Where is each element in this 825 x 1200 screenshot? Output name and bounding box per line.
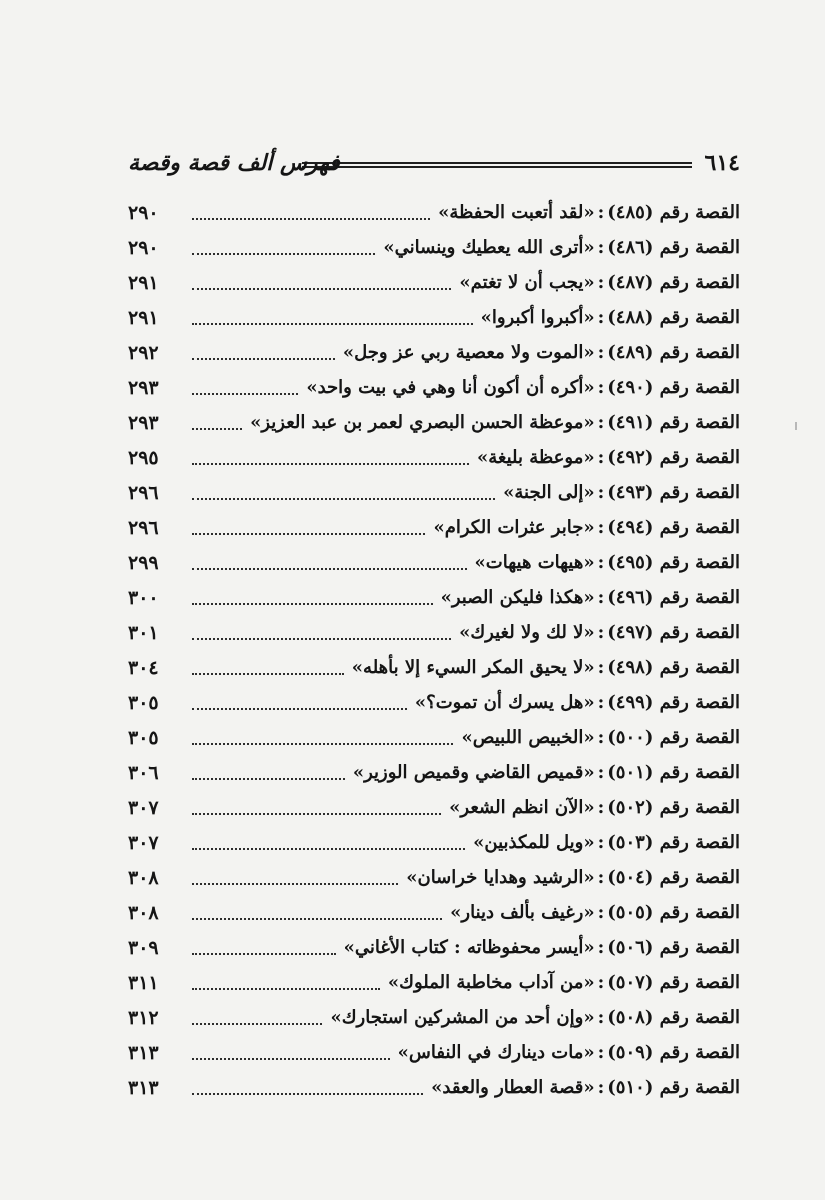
story-number: القصة رقم (٤٩٥) (607, 551, 740, 573)
toc-entry (128, 755, 740, 790)
toc-entry (128, 825, 740, 860)
toc-entry (128, 1070, 740, 1105)
story-number: القصة رقم (٥٠٧) (607, 971, 740, 993)
toc-entry (128, 790, 740, 825)
dot-leader (192, 218, 430, 220)
dot-leader (192, 883, 398, 885)
separator: : (597, 446, 605, 468)
story-title: «الخبيص اللبيص» (461, 726, 595, 748)
page-reference: ٢٩٥ (128, 446, 159, 469)
story-title: «هكذا فليكن الصبر» (440, 586, 595, 608)
story-number: القصة رقم (٤٩٨) (607, 656, 740, 678)
scan-mark (795, 422, 797, 430)
page-reference: ٣٠٨ (128, 901, 159, 924)
toc-entry (128, 615, 740, 650)
toc-entry (128, 860, 740, 895)
dot-leader (192, 428, 242, 430)
story-title: «أيسر محفوظاته : كتاب الأغاني» (343, 936, 595, 958)
story-title: «هل يسرك أن تموت؟» (414, 691, 595, 713)
separator: : (597, 726, 605, 748)
dot-leader (192, 918, 442, 920)
story-number: القصة رقم (٥٠٢) (607, 796, 740, 818)
dot-leader (192, 1023, 322, 1025)
story-title: «مات دينارك في النفاس» (397, 1041, 595, 1063)
story-number: القصة رقم (٤٨٩) (607, 341, 740, 363)
toc-entry (128, 405, 740, 440)
story-title: «وإن أحد من المشركين استجارك» (330, 1006, 595, 1028)
story-number: القصة رقم (٥٠٤) (607, 866, 740, 888)
story-number: القصة رقم (٥٠٥) (607, 901, 740, 923)
separator: : (597, 831, 605, 853)
story-number: القصة رقم (٤٨٨) (607, 306, 740, 328)
separator: : (597, 971, 605, 993)
toc-entry (128, 300, 740, 335)
toc-entry (128, 965, 740, 1000)
dot-leader (192, 988, 380, 990)
page-reference: ٣٠٧ (128, 831, 159, 854)
story-title: «ويل للمكذبين» (473, 831, 595, 853)
dot-leader (192, 778, 345, 780)
page-reference: ٢٩١ (128, 306, 159, 329)
page-reference: ٢٩٢ (128, 341, 159, 364)
separator: : (597, 236, 605, 258)
page-reference: ٣٠٥ (128, 691, 159, 714)
toc-entry (128, 230, 740, 265)
story-number: القصة رقم (٤٩٣) (607, 481, 740, 503)
separator: : (597, 306, 605, 328)
dot-leader (192, 498, 495, 500)
page-reference: ٣٠٤ (128, 656, 159, 679)
page-reference: ٢٩١ (128, 271, 159, 294)
separator: : (597, 1076, 605, 1098)
toc-entry (128, 510, 740, 545)
page-header (128, 145, 740, 179)
story-title: «جابر عثرات الكرام» (433, 516, 595, 538)
story-number: القصة رقم (٤٨٥) (607, 201, 740, 223)
separator: : (597, 341, 605, 363)
story-title: «الآن انظم الشعر» (449, 796, 595, 818)
dot-leader (192, 813, 441, 815)
page-reference: ٢٩٩ (128, 551, 159, 574)
story-number: القصة رقم (٤٩٠) (607, 376, 740, 398)
dot-leader (192, 568, 467, 570)
story-title: «رغيف بألف دينار» (450, 901, 595, 923)
dot-leader (192, 393, 298, 395)
dot-leader (192, 533, 425, 535)
separator: : (597, 271, 605, 293)
story-title: «لقد أتعبت الحفظة» (438, 201, 595, 223)
page-reference: ٣١١ (128, 971, 159, 994)
dot-leader (192, 708, 407, 710)
page-reference: ٢٩٠ (128, 201, 159, 224)
story-title: «الموت ولا معصية ربي عز وجل» (342, 341, 595, 363)
page-reference: ٣٠١ (128, 621, 159, 644)
page-reference: ٢٩٠ (128, 236, 159, 259)
dot-leader (192, 848, 465, 850)
dot-leader (192, 673, 344, 675)
toc-entry (128, 195, 740, 230)
story-title: «قصة العطار والعقد» (431, 1076, 595, 1098)
separator: : (597, 656, 605, 678)
separator: : (597, 516, 605, 538)
dot-leader (192, 638, 451, 640)
story-number: القصة رقم (٤٩٩) (607, 691, 740, 713)
story-number: القصة رقم (٤٨٧) (607, 271, 740, 293)
toc-entry (128, 930, 740, 965)
separator: : (597, 1041, 605, 1063)
toc-entry (128, 580, 740, 615)
dot-leader (192, 288, 451, 290)
dot-leader (192, 253, 375, 255)
page-reference: ٢٩٣ (128, 411, 159, 434)
page-reference: ٢٩٦ (128, 516, 159, 539)
separator: : (597, 866, 605, 888)
page-reference: ٣١٣ (128, 1076, 159, 1099)
story-number: القصة رقم (٤٩٦) (607, 586, 740, 608)
page-number: ٦١٤ (704, 150, 740, 176)
story-title: «لا يحيق المكر السيء إلا بأهله» (351, 656, 595, 678)
separator: : (597, 201, 605, 223)
running-title: فهرس ألف قصة وقصة (128, 150, 340, 176)
story-title: «أكبروا أكبروا» (480, 306, 595, 328)
page-reference: ٣١٢ (128, 1006, 159, 1029)
story-number: القصة رقم (٥٠٦) (607, 936, 740, 958)
separator: : (597, 376, 605, 398)
separator: : (597, 691, 605, 713)
page-reference: ٣١٣ (128, 1041, 159, 1064)
story-title: «أكره أن أكون أنا وهي في بيت واحد» (306, 376, 595, 398)
dot-leader (192, 1058, 390, 1060)
toc-entry (128, 895, 740, 930)
separator: : (597, 796, 605, 818)
dot-leader (192, 463, 469, 465)
story-number: القصة رقم (٥٠٣) (607, 831, 740, 853)
separator: : (597, 551, 605, 573)
separator: : (597, 761, 605, 783)
separator: : (597, 936, 605, 958)
story-number: القصة رقم (٤٩١) (607, 411, 740, 433)
story-number: القصة رقم (٤٩٤) (607, 516, 740, 538)
separator: : (597, 411, 605, 433)
separator: : (597, 621, 605, 643)
story-title: «لا لك ولا لغيرك» (459, 621, 595, 643)
dot-leader (192, 1093, 423, 1095)
story-title: «إلى الجنة» (503, 481, 595, 503)
dot-leader (192, 323, 473, 325)
story-number: القصة رقم (٥٠٩) (607, 1041, 740, 1063)
toc-entry (128, 335, 740, 370)
separator: : (597, 901, 605, 923)
dot-leader (192, 953, 336, 955)
story-title: «أترى الله يعطيك وينساني» (383, 236, 595, 258)
story-title: «قميص القاضي وقميص الوزير» (352, 761, 595, 783)
story-title: «من آداب مخاطبة الملوك» (387, 971, 595, 993)
story-number: القصة رقم (٤٩٢) (607, 446, 740, 468)
toc-entry (128, 370, 740, 405)
toc-entry (128, 545, 740, 580)
story-number: القصة رقم (٥٠١) (607, 761, 740, 783)
page-reference: ٢٩٣ (128, 376, 159, 399)
dot-leader (192, 603, 433, 605)
story-title: «هيهات هيهات» (474, 551, 595, 573)
toc-entry (128, 265, 740, 300)
separator: : (597, 586, 605, 608)
page-reference: ٢٩٦ (128, 481, 159, 504)
toc-entry (128, 440, 740, 475)
story-title: «الرشيد وهدايا خراسان» (406, 866, 595, 888)
page-reference: ٣٠٠ (128, 586, 159, 609)
story-title: «يجب أن لا تغتم» (459, 271, 595, 293)
separator: : (597, 481, 605, 503)
table-of-contents (128, 195, 740, 1105)
toc-entry (128, 475, 740, 510)
toc-entry (128, 650, 740, 685)
toc-entry (128, 1000, 740, 1035)
story-number: القصة رقم (٥٠٠) (607, 726, 740, 748)
header-rule (302, 162, 692, 168)
dot-leader (192, 358, 335, 360)
toc-entry (128, 1035, 740, 1070)
story-number: القصة رقم (٤٩٧) (607, 621, 740, 643)
story-number: القصة رقم (٤٨٦) (607, 236, 740, 258)
dot-leader (192, 743, 453, 745)
page-reference: ٣٠٨ (128, 866, 159, 889)
page-reference: ٣٠٥ (128, 726, 159, 749)
story-number: القصة رقم (٥١٠) (607, 1076, 740, 1098)
story-number: القصة رقم (٥٠٨) (607, 1006, 740, 1028)
page-reference: ٣٠٩ (128, 936, 159, 959)
story-title: «موعظة الحسن البصري لعمر بن عبد العزيز» (250, 411, 595, 433)
page-reference: ٣٠٧ (128, 796, 159, 819)
toc-entry (128, 720, 740, 755)
separator: : (597, 1006, 605, 1028)
toc-entry (128, 685, 740, 720)
story-title: «موعظة بليغة» (477, 446, 595, 468)
page-reference: ٣٠٦ (128, 761, 159, 784)
